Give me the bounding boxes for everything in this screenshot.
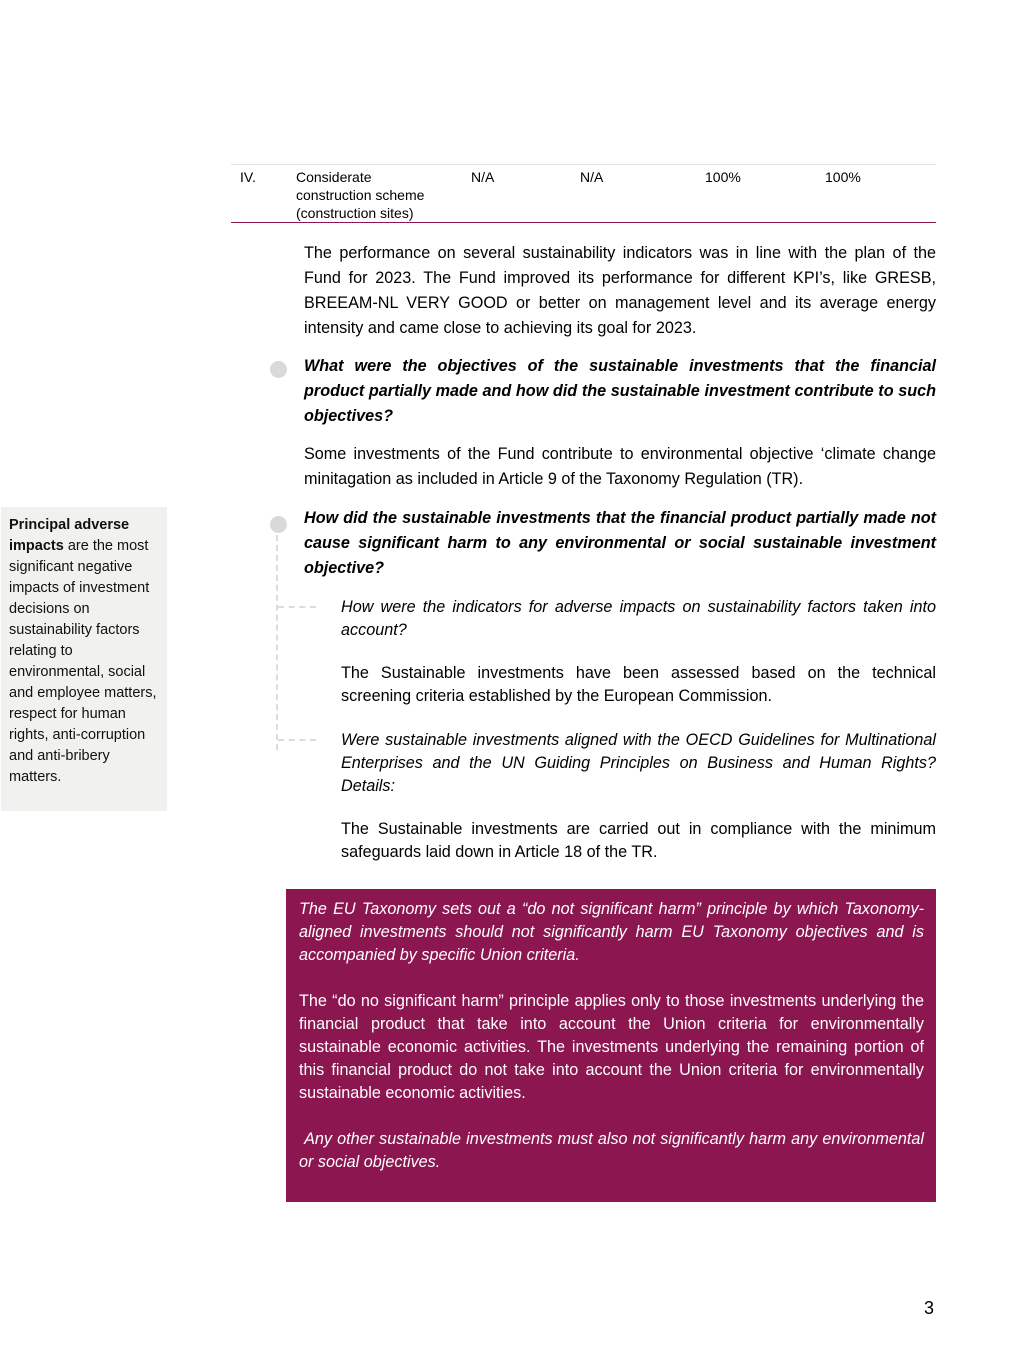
table-row [231, 164, 936, 223]
tree-branch [278, 739, 316, 741]
sidebar-definition-text: are the most significant negative impacts of investment decisions on sustainability factors relating to environmental, social and employee matters, respect for human rights, anti-corruption and anti-bribery matters. [9, 538, 157, 785]
taxonomy-info-box [286, 889, 936, 1202]
page-number: 3 [924, 1298, 935, 1318]
sidebar-term: Principal adverse impacts [9, 517, 130, 554]
bullet-icon [270, 516, 287, 533]
subquestion-adverse-impacts: How were the indicators for adverse impacts on sustainability factors taken into account? [341, 598, 936, 639]
row-number: IV. [240, 169, 256, 185]
row-value-3: 100% [705, 169, 741, 185]
taxonomy-paragraph-2: The “do no significant harm” principle applies only to those investments underlying the financial product that take into account the Union criteria for environmentally sustainable economic activities. The investments underlying the remaining portion of this financial product do not take into account the Union criteria for environmentally sustainable economic activities. [299, 992, 924, 1102]
taxonomy-paragraph-3: Any other sustainable investments must also not significantly harm any environmental or social objectives. [299, 1130, 929, 1171]
subanswer-oecd: The Sustainable investments are carried out in compliance with the minimum safeguards laid down in Article 18 of the TR. [341, 820, 936, 861]
row-value-2: N/A [580, 169, 604, 185]
subanswer-adverse-impacts: The Sustainable investments have been assessed based on the technical screening criteria established by the European Commission. [341, 664, 936, 705]
subquestion-oecd: Were sustainable investments aligned with the OECD Guidelines for Multinational Enterprises and the UN Guiding Principles on Business and Human Rights? Details: [341, 731, 936, 795]
row-indicator: Considerate construction scheme (construction sites) [296, 169, 425, 221]
question-objectives: What were the objectives of the sustainable investments that the financial product partially made and how did the sustainable investment contribute to such objectives? [304, 357, 936, 425]
tree-connector [276, 535, 278, 750]
question-dnsh: How did the sustainable investments that the financial product partially made not cause significant harm to any environmental or social sustainable investment objective? [304, 509, 936, 577]
bullet-icon [270, 361, 287, 378]
sidebar-definition [1, 507, 167, 811]
taxonomy-paragraph-1: The EU Taxonomy sets out a “do not significant harm” principle by which Taxonomy-aligned investments should not significantly harm EU Taxonomy objectives and is accompanied by specific Union criteria. [299, 900, 924, 964]
answer-objectives: Some investments of the Fund contribute to environmental objective ‘climate change minitagation as included in Article 9 of the Taxonomy Regulation (TR). [304, 445, 936, 488]
performance-paragraph: The performance on several sustainability indicators was in line with the plan of the Fund for 2023. The Fund improved its performance for different KPI’s, like GRESB, BREEAM-NL VERY GOOD or better on management level and its average energy intensity and came close to achieving its goal for 2023. [304, 244, 936, 337]
tree-branch [278, 606, 316, 608]
row-value-4: 100% [825, 169, 861, 185]
row-value-1: N/A [471, 169, 495, 185]
